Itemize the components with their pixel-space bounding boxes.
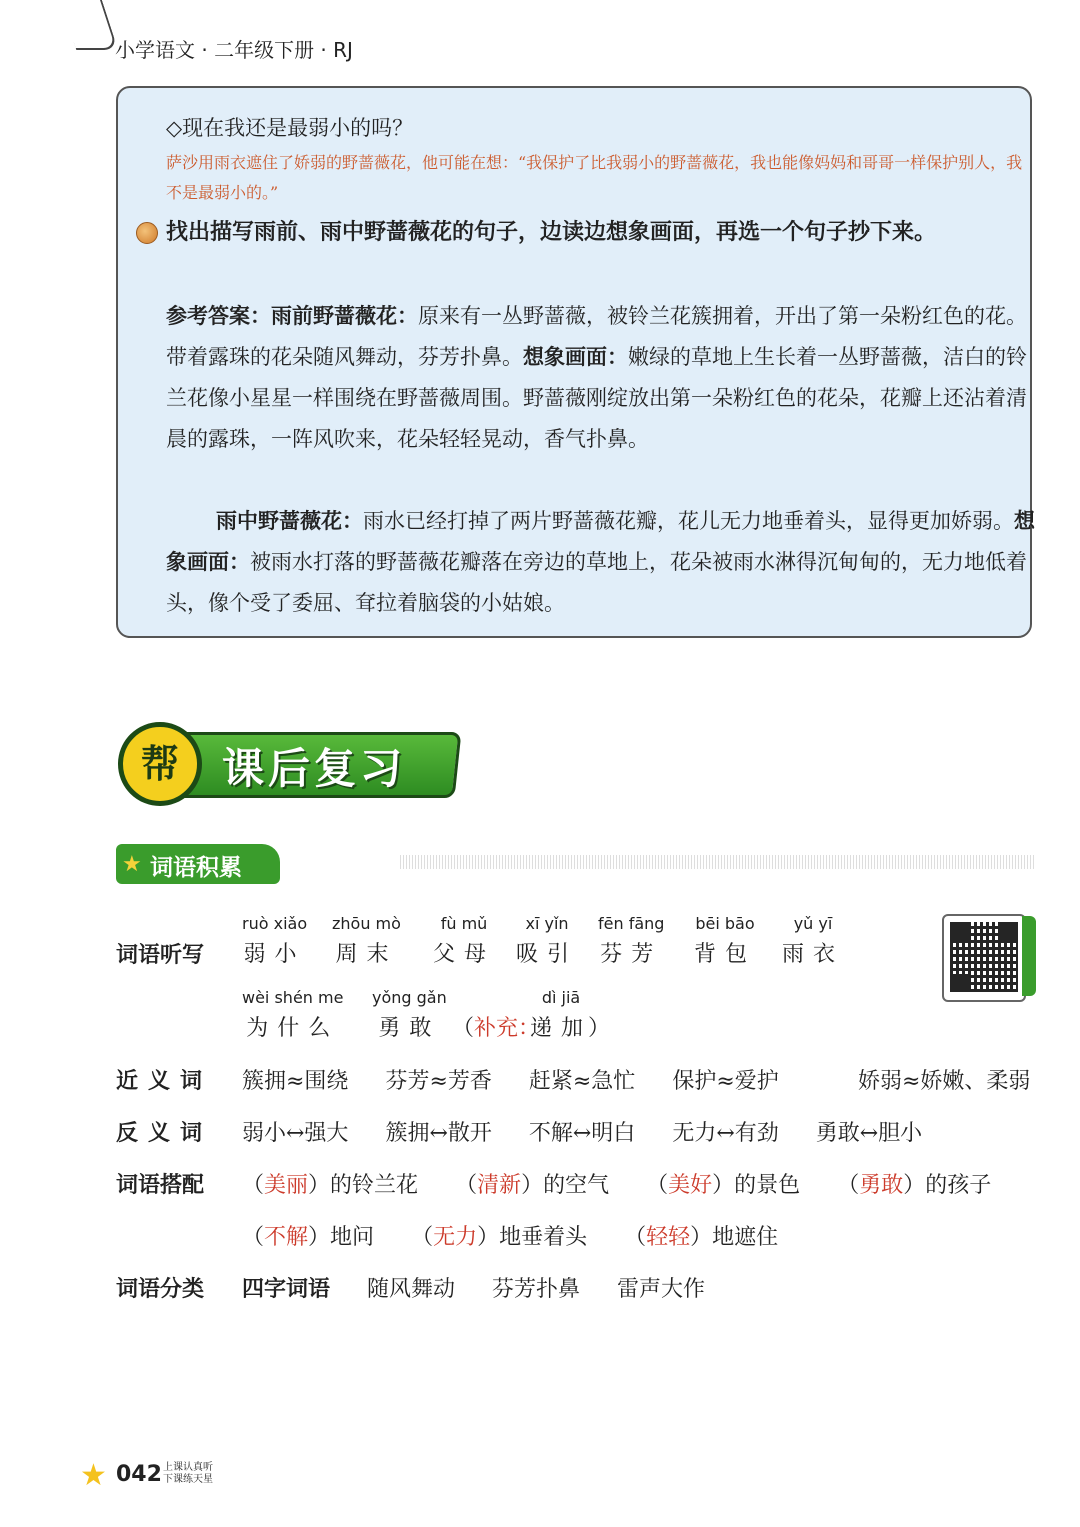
synonyms-row bbox=[242, 1064, 809, 1095]
antonym-item: 无力↔有劲 bbox=[672, 1121, 779, 1146]
classification-category: 四字词语 bbox=[242, 1277, 331, 1302]
antonyms-row bbox=[242, 1116, 952, 1147]
supplement-close: ） bbox=[588, 1016, 611, 1041]
section-heading bbox=[116, 844, 280, 884]
collocation-item: （轻轻）地遮住 bbox=[624, 1225, 779, 1250]
task-text: 找出描写雨前、雨中野蔷薇花的句子，边读边想象画面，再选一个句子抄下来。 bbox=[166, 220, 937, 245]
banner-title: 课后复习 bbox=[222, 744, 407, 793]
collocation-row-1 bbox=[242, 1168, 1021, 1199]
star-icon: ★ bbox=[122, 852, 142, 877]
dictation-word: yǔ yī 雨衣 bbox=[782, 914, 845, 967]
synonym-item: 赶紧≈急忙 bbox=[528, 1069, 636, 1094]
answer-box bbox=[116, 86, 1035, 638]
ref-label: 参考答案： bbox=[166, 304, 271, 328]
collocation-item: （美丽）的铃兰花 bbox=[242, 1173, 419, 1198]
page-corner-decoration bbox=[60, 0, 118, 50]
qr-code-pattern bbox=[950, 922, 1018, 992]
before-text: 原来有一丛野蔷薇，被铃兰花簇拥着，开出了第一朵粉红色的花。带着露珠的花朵随风舞动，芬芳扑鼻。 bbox=[166, 304, 1027, 369]
synonym-item: 保护≈爱护 bbox=[672, 1069, 779, 1094]
supplement-dictation-word: dì jiā 递加 bbox=[530, 988, 593, 1041]
dictation-label: 词语听写 bbox=[116, 943, 205, 968]
synonym-item: 芬芳≈芳香 bbox=[385, 1069, 492, 1094]
synonym-item: 娇弱≈娇嫩、柔弱 bbox=[858, 1069, 1031, 1094]
collocation-item: （勇敢）的孩子 bbox=[837, 1173, 992, 1198]
dictation-word: fù mǔ 父母 bbox=[433, 914, 496, 967]
collocation-item: （美好）的景色 bbox=[646, 1173, 801, 1198]
dictation-word: bēi bāo 背包 bbox=[694, 914, 757, 967]
before-label: 雨前野蔷薇花： bbox=[271, 304, 418, 328]
dictation-word: ruò xiǎo 弱小 bbox=[242, 914, 308, 967]
during-text: 雨水已经打掉了两片野蔷薇花瓣，花儿无力地垂着头，显得更加娇弱。 bbox=[363, 509, 1014, 533]
footer-star-icon: ★ bbox=[80, 1458, 107, 1493]
section-title: 词语积累 bbox=[150, 855, 242, 881]
classification-item: 雷声大作 bbox=[617, 1277, 706, 1302]
answer-paragraph-1 bbox=[166, 296, 1036, 460]
classification-row bbox=[242, 1272, 735, 1303]
dictation-word: fēn fāng 芬芳 bbox=[598, 914, 665, 967]
antonym-item: 勇敢↔胆小 bbox=[815, 1121, 923, 1146]
page-number: 042 bbox=[116, 1462, 162, 1487]
classification-item: 芬芳扑鼻 bbox=[492, 1277, 581, 1302]
dictation-word: yǒng gǎn 勇敢 bbox=[372, 988, 447, 1041]
banner-badge-text: 帮 bbox=[140, 742, 179, 786]
qr-side-tab bbox=[1022, 916, 1036, 996]
synonym-item-overflow bbox=[858, 1064, 1034, 1095]
during-label: 雨中野蔷薇花： bbox=[216, 509, 363, 533]
supplement-label: 补充： bbox=[474, 1016, 541, 1041]
question-answer: 萨沙用雨衣遮住了娇弱的野蔷薇花，他可能在想：“我保护了比我弱小的野蔷薇花，我也能像妈妈和哥哥一样保护别人，我不是最弱小的。” bbox=[166, 153, 1023, 202]
antonym-item: 不解↔明白 bbox=[528, 1121, 636, 1146]
imagine-label-2: 想象画面： bbox=[166, 509, 1035, 574]
synonyms-label: 近义词 bbox=[116, 1069, 213, 1094]
collocation-item: （无力）地垂着头 bbox=[411, 1225, 588, 1250]
collocation-row-2 bbox=[242, 1220, 808, 1251]
review-banner bbox=[118, 722, 458, 806]
footer-slogan: 上课认真听 下课练天星 bbox=[163, 1462, 213, 1485]
collocation-item: （不解）地问 bbox=[242, 1225, 375, 1250]
page-header: 小学语文 · 二年级下册 · RJ bbox=[115, 38, 353, 62]
dictation-word: zhōu mò 周末 bbox=[332, 914, 401, 967]
classification-label: 词语分类 bbox=[116, 1277, 205, 1302]
answer-paragraph-2 bbox=[166, 501, 1036, 624]
antonym-item: 弱小↔强大 bbox=[242, 1121, 349, 1146]
antonyms-label: 反义词 bbox=[116, 1121, 213, 1146]
synonym-item: 簇拥≈围绕 bbox=[242, 1069, 349, 1094]
classification-item: 随风舞动 bbox=[367, 1277, 456, 1302]
question-text: ◇现在我还是最弱小的吗？ bbox=[166, 116, 414, 140]
dictation-word: wèi shén me 为什么 bbox=[242, 988, 344, 1041]
collocation-label: 词语搭配 bbox=[116, 1173, 205, 1198]
qr-code[interactable] bbox=[942, 914, 1026, 1002]
dictation-word: xī yǐn 吸引 bbox=[516, 914, 579, 967]
antonym-item: 簇拥↔散开 bbox=[385, 1121, 492, 1146]
imagine-label-1: 想象画面： bbox=[523, 345, 628, 369]
imagine-text-2: 被雨水打落的野蔷薇花瓣落在旁边的草地上，花朵被雨水淋得沉甸甸的，无力地低着头，像个受了委屈、耷拉着脑袋的小姑娘。 bbox=[166, 550, 1027, 615]
heading-stripe-decoration bbox=[400, 855, 1034, 869]
imagine-text-1: 嫩绿的草地上生长着一丛野蔷薇，洁白的铃兰花像小星星一样围绕在野蔷薇周围。野蔷薇刚绽放出第一朵粉红色的花朵，花瓣上还沾着清晨的露珠，一阵风吹来，花朵轻轻晃动，香气扑鼻。 bbox=[166, 345, 1027, 451]
collocation-item: （清新）的空气 bbox=[455, 1173, 610, 1198]
task-bullet-icon bbox=[136, 222, 158, 244]
supplement-word: （补充： bbox=[452, 1016, 541, 1041]
